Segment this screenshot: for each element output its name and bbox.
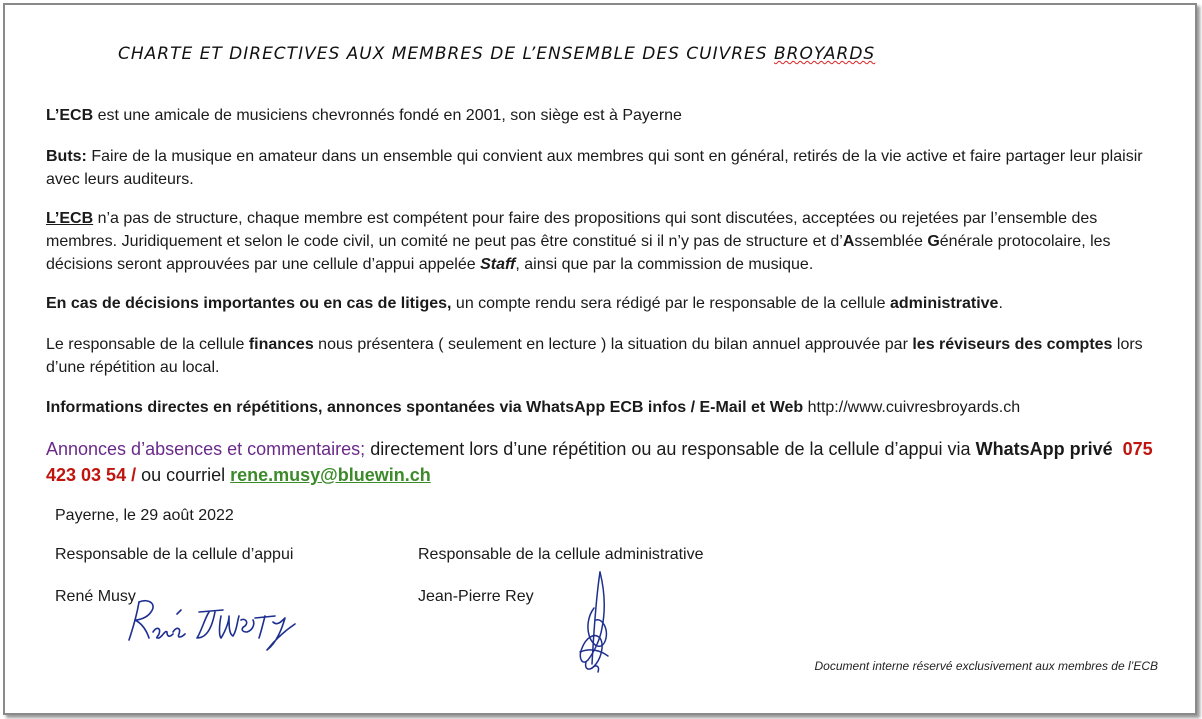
para1-bold: L’ECB [46,107,94,124]
para6-bold: Informations directes en répétitions, annonces spontanées via WhatsApp ECB infos / E-Mail et Web [46,399,804,416]
paragraph-intro [46,104,1161,127]
para5-bold-1: finances [248,336,314,353]
para2-text: Faire de la musique en amateur dans un ensemble qui convient aux membres qui sont en général, retirés de la vie active et faire partager leur plaisir avec leurs auditeurs. [46,148,1143,188]
para5-text-3: lors d’une répétition au local. [46,336,1143,376]
para4-bold-2: administrative [889,295,999,312]
para5-bold-2: les réviseurs des comptes [912,336,1113,353]
para5-text-2: nous présentera ( seulement en lecture ) la situation du bilan annuel approuvée par [313,336,913,353]
para3-text-2: ssemblée [854,233,928,250]
title-last-word: BROYARDS [773,44,876,64]
para3-text-3: énérale protocolaire, les décisions seront approuvées par une cellule d’appui appelée [46,233,1111,273]
right-signature-image [570,568,620,678]
paragraph-finances [46,333,1161,379]
para3-bold-a: A [842,233,855,250]
right-signatory-name: Jean-Pierre Rey [418,588,534,605]
title-text: CHARTE ET DIRECTIVES AUX MEMBRES DE L’ENSEMBLE DES CUIVRES [118,44,774,64]
para7-text-2: ou courriel [136,465,231,485]
para2-bold: Buts: [46,148,87,165]
para3-bold-g: G [927,233,940,250]
left-signature-image [125,592,300,652]
para3-text-1: n’a pas de structure, chaque membre est compétent pour faire des propositions qui sont discutées, acceptées ou rejetées par l’ensemble des membres. Juridiquement et selon le code civil, un comité ne peut pas être constitué si il n’y pas de structure et d’ [46,210,1098,250]
para3-text-4: , ainsi que par la commission de musique. [515,256,814,273]
para7-text-1: directement lors d’une répétition ou au responsable de la cellule d’appui via [365,439,976,459]
right-signatory-role: Responsable de la cellule administrative [418,546,704,563]
paragraph-decisions [46,292,1161,315]
paragraph-information [46,396,1161,419]
para1-text: est une amicale de musiciens chevronnés fondé en 2001, son siège est à Payerne [93,107,682,124]
para5-text-1: Le responsable de la cellule [46,336,249,353]
absences-heading: Annonces d’absences et commentaires; [46,439,366,459]
left-signatory-role: Responsable de la cellule d’appui [55,546,294,563]
left-signatory-name: René Musy [55,588,136,605]
paragraph-absences [46,436,1161,488]
paragraph-goals [46,145,1161,191]
para3-staff: Staff [480,256,516,273]
date-line: Payerne, le 29 août 2022 [55,507,234,524]
para4-bold-1: En cas de décisions importantes ou en cas de litiges, [46,295,452,312]
email-link[interactable]: rene.musy@bluewin.ch [230,465,431,485]
para4-text-1: un compte rendu sera rédigé par le responsable de la cellule [451,295,890,312]
footer-note: Document interne réservé exclusivement aux membres de l’ECB [814,659,1158,673]
website-url: http://www.cuivresbroyards.ch [803,399,1021,416]
para3-bold: L’ECB [46,210,94,227]
whatsapp-label: WhatsApp privé [975,439,1113,459]
para4-text-2: . [998,295,1003,312]
phone-number: 075 423 03 54 / [46,439,1153,485]
document-title [118,44,875,64]
paragraph-structure [46,207,1161,276]
